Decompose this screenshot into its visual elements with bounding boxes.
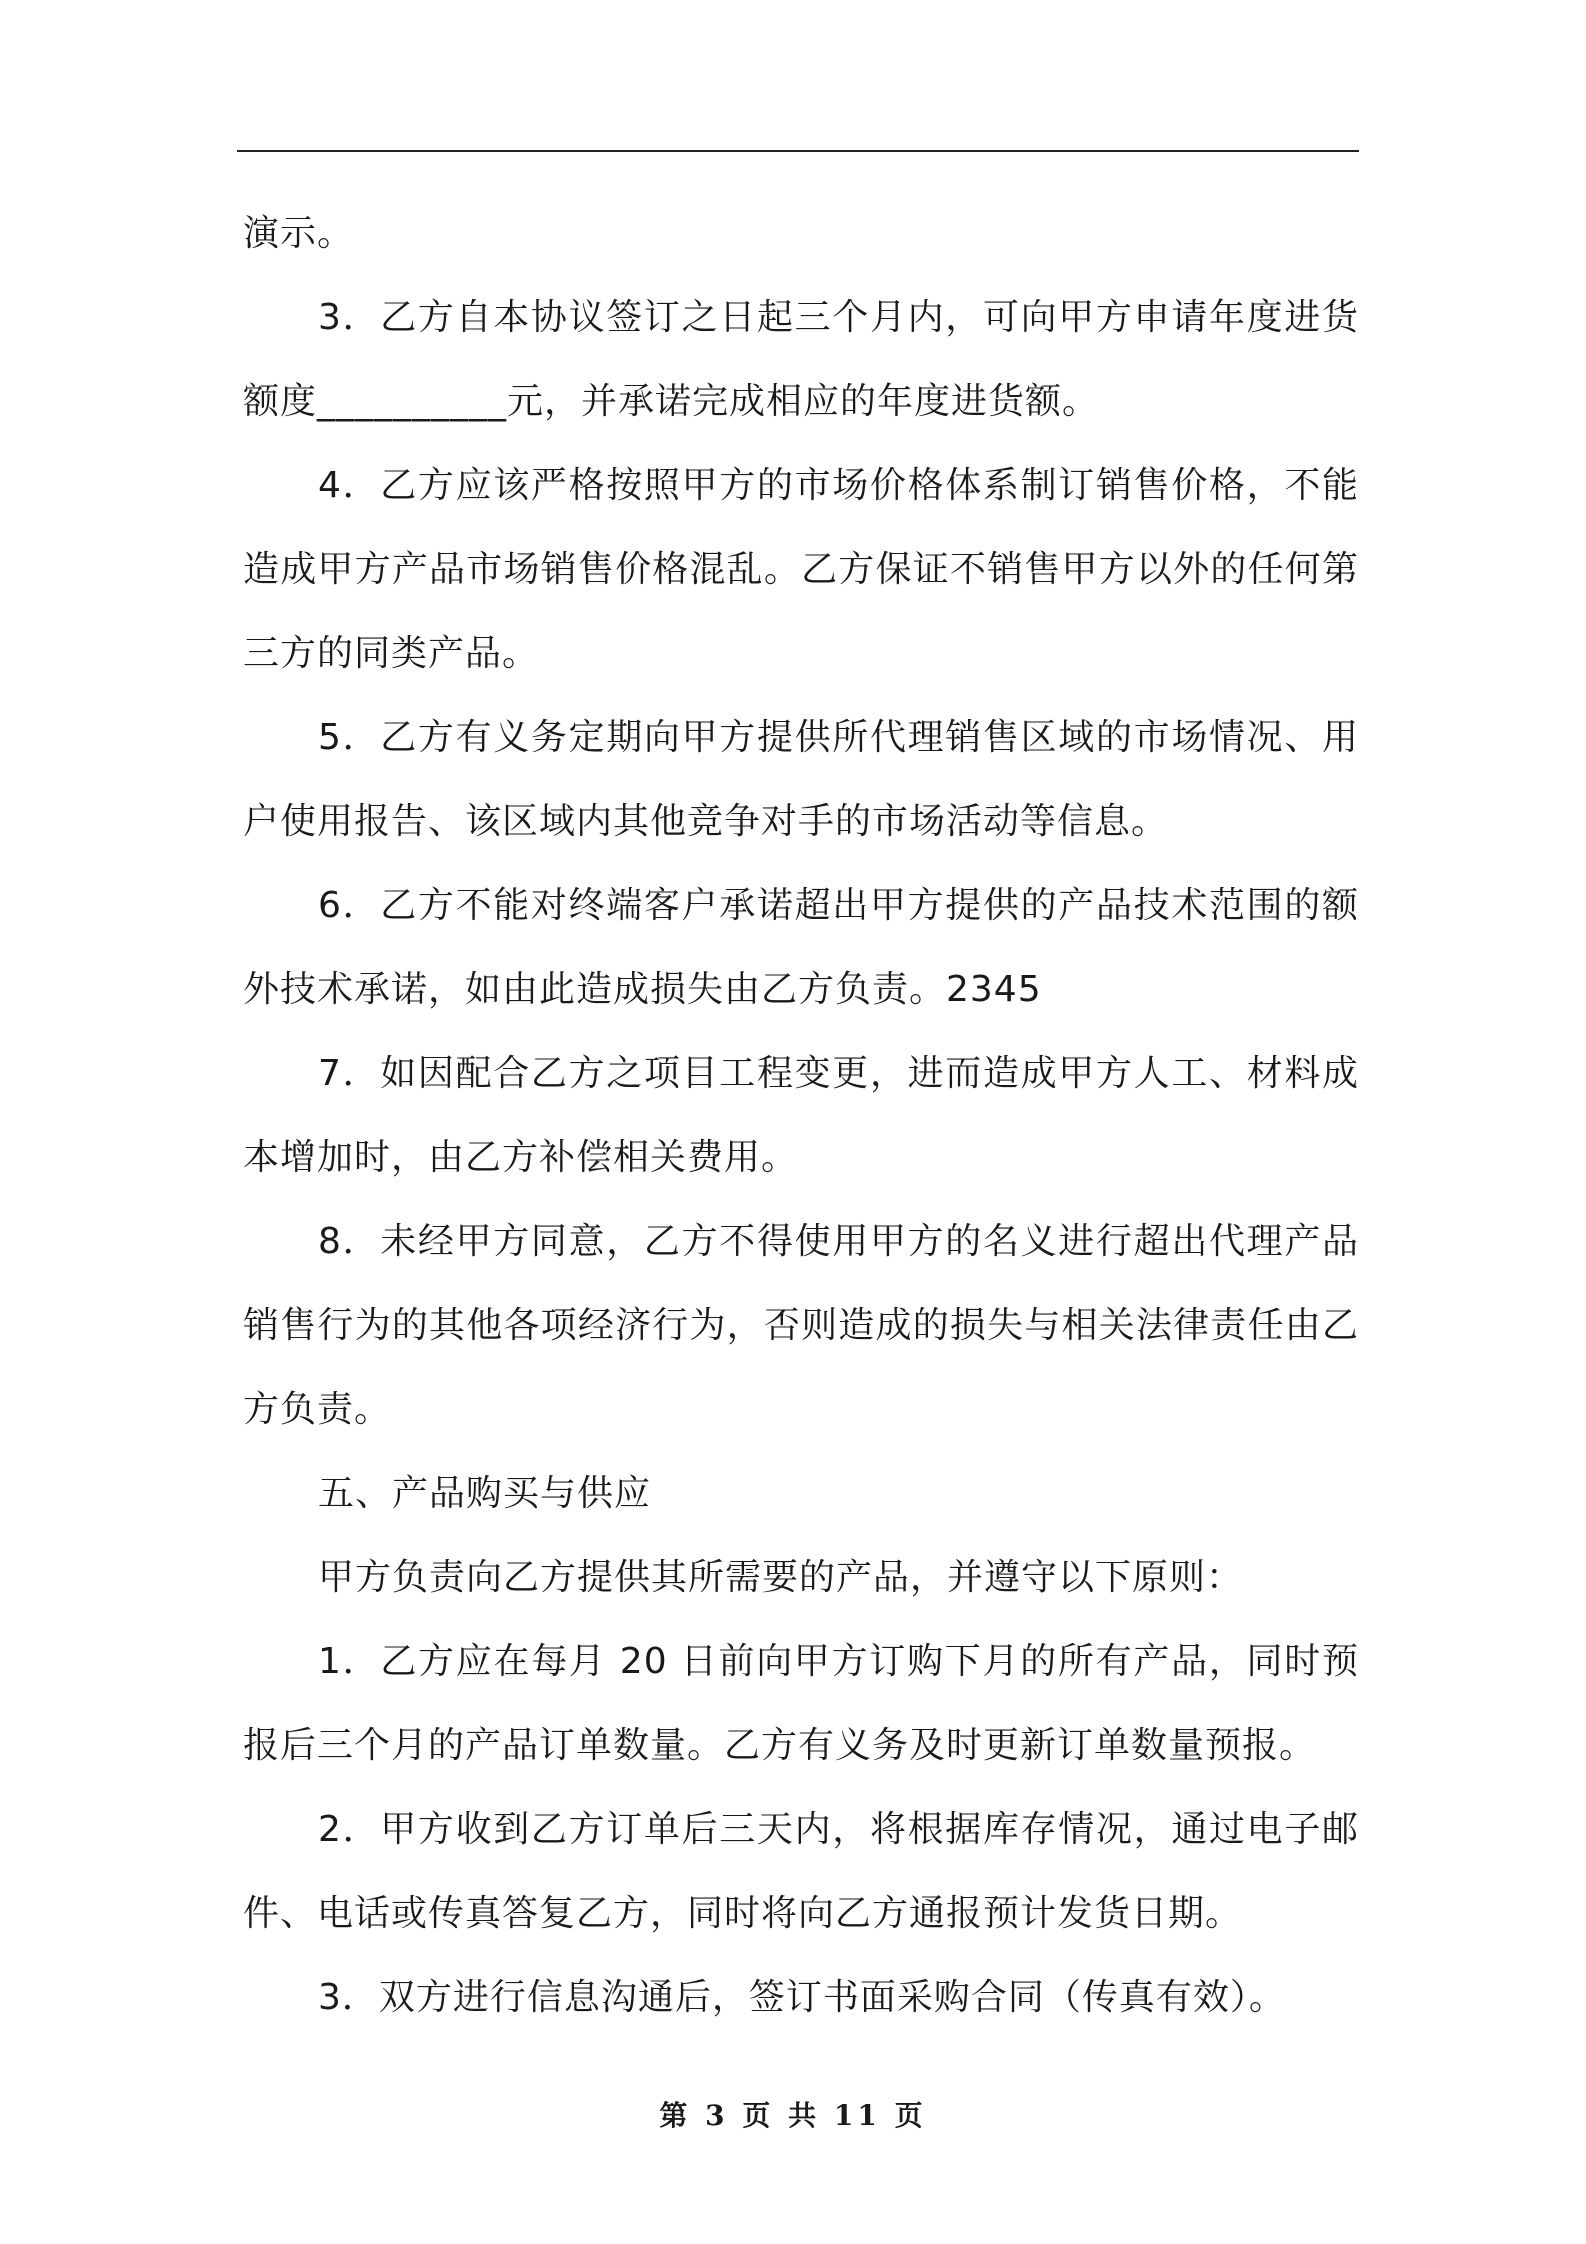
paragraph-continuation: 演示。: [243, 213, 355, 254]
section-intro: 甲方负责向乙方提供其所需要的产品，并遵守以下原则：: [318, 1557, 1244, 1598]
clause-5-market-info: 5．乙方有义务定期向甲方提供所代理销售区域的市场情况、用户使用报告、该区域内其他竞争对手的市场活动等信息。: [243, 717, 1359, 842]
section-heading-purchase-supply: 五、产品购买与供应: [318, 1473, 652, 1514]
document-body: [243, 192, 1359, 2040]
page-number-footer: 第 3 页 共 11 页: [659, 2099, 927, 2132]
clause-2-order-reply: 2．甲方收到乙方订单后三天内，将根据库存情况，通过电子邮件、电话或传真答复乙方，同时将向乙方通报预计发货日期。: [243, 1809, 1359, 1934]
clause-8-authorization: 8．未经甲方同意，乙方不得使用甲方的名义进行超出代理产品销售行为的其他各项经济行为，否则造成的损失与相关法律责任由乙方负责。: [243, 1221, 1359, 1430]
clause-7-cost-compensation: 7．如因配合乙方之项目工程变更，进而造成甲方人工、材料成本增加时，由乙方补偿相关费用。: [243, 1053, 1359, 1178]
clause-1-monthly-order: 1．乙方应在每月 20 日前向甲方订购下月的所有产品，同时预报后三个月的产品订单数量。乙方有义务及时更新订单数量预报。: [243, 1641, 1359, 1766]
header-divider: [237, 150, 1359, 152]
clause-4-pricing: 4．乙方应该严格按照甲方的市场价格体系制订销售价格，不能造成甲方产品市场销售价格混乱。乙方保证不销售甲方以外的任何第三方的同类产品。: [243, 465, 1359, 674]
clause-3-purchase-contract: 3．双方进行信息沟通后，签订书面采购合同（传真有效）。: [318, 1977, 1286, 2018]
clause-6-technical-commitment: 6．乙方不能对终端客户承诺超出甲方提供的产品技术范围的额外技术承诺，如由此造成损失由乙方负责。2345: [243, 885, 1359, 1010]
clause-3-annual-quota: 3．乙方自本协议签订之日起三个月内，可向甲方申请年度进货额度__________元，并承诺完成相应的年度进货额。: [243, 297, 1359, 422]
